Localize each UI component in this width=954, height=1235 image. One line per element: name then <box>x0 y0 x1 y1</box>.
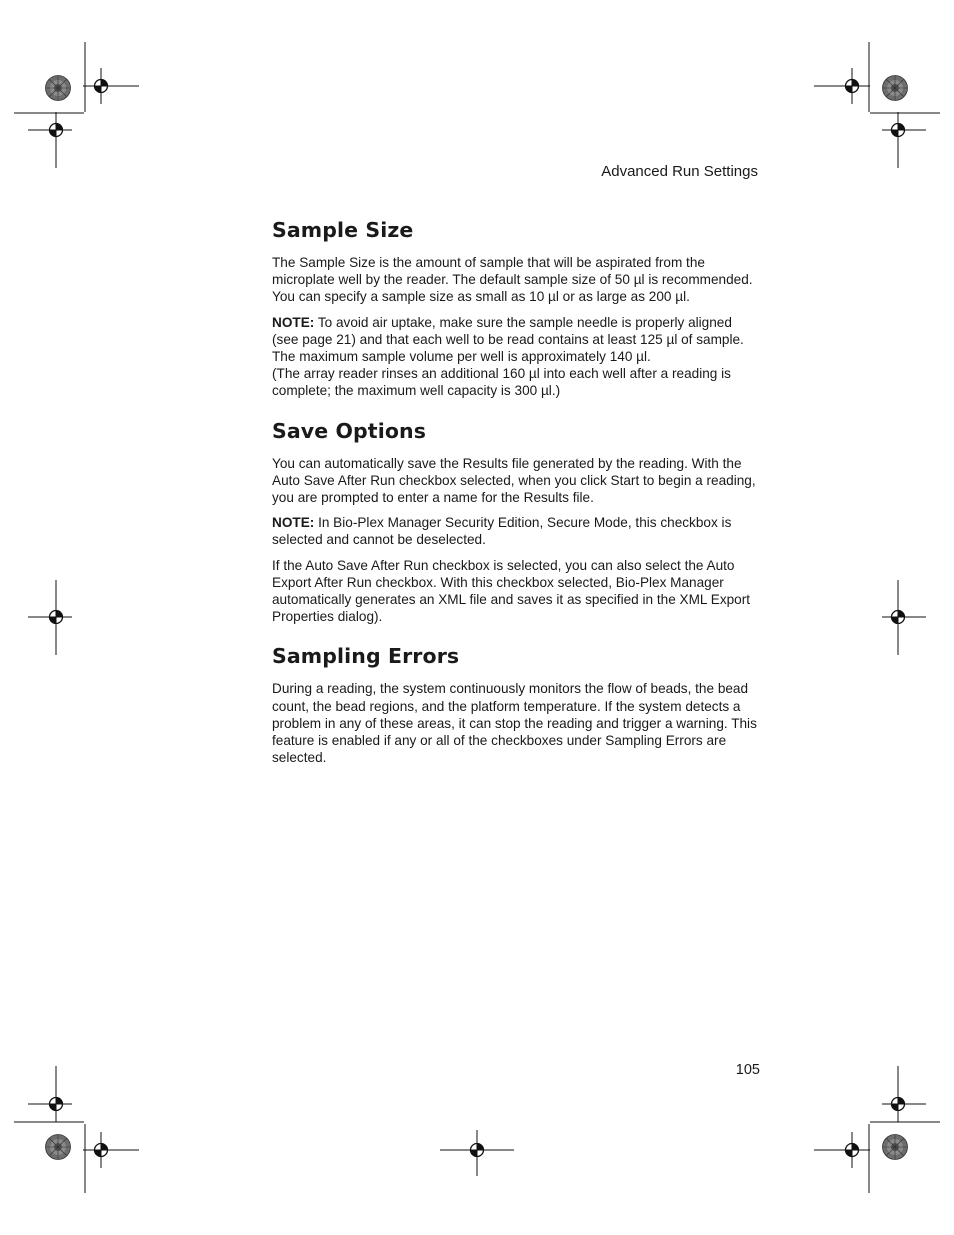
section-heading: Sample Size <box>272 218 414 242</box>
section-sampling-errors <box>272 642 760 766</box>
color-target-mark <box>883 76 908 101</box>
note-label: NOTE: <box>272 314 315 330</box>
note-paragraph <box>272 314 760 400</box>
note-text: In Bio-Plex Manager Security Edition, Secure Mode, this checkbox is selected and cannot be deselected. <box>272 515 732 548</box>
body-paragraph: If the Auto Save After Run checkbox is selected, you can also select the Auto Export After Run checkbox. With this checkbox selected, Bio-Plex Manager automatically generates an XML file and saves it as specified in the XML Export Properties dialog). <box>272 557 751 625</box>
color-target-mark <box>46 76 71 101</box>
note-label: NOTE: <box>272 515 315 531</box>
note-text: To avoid air uptake, make sure the sample needle is properly aligned (see page 21) and that each well to be read contains at least 125 µl of sample. The maximum sample volume per well is approximately 140 µl. <box>272 314 744 365</box>
color-target-mark <box>883 1135 908 1160</box>
note-paragraph <box>272 514 760 548</box>
page-content <box>272 216 760 783</box>
section-heading: Sampling Errors <box>272 644 460 669</box>
body-paragraph: You can automatically save the Results file generated by the reading. With the Auto Save After Run checkbox selected, when you click Start to begin a reading, you are prompted to enter a name for the Results file. <box>272 455 756 506</box>
note-text-continued: (The array reader rinses an additional 160 µl into each well after a reading is complete; the maximum well capacity is 300 µl.) <box>272 366 731 399</box>
section-heading: Save Options <box>272 418 427 443</box>
body-paragraph: During a reading, the system continuously monitors the flow of beads, the bead count, the bead regions, and the platform temperature. If the system detects a problem in any of these areas, it can stop the reading and trigger a warning. This feature is enabled if any or all of the checkboxes under Sampling Errors are selected. <box>272 681 757 766</box>
page-number: 105 <box>735 1062 760 1078</box>
section-save-options <box>272 417 760 626</box>
running-header: Advanced Run Settings <box>601 163 758 180</box>
body-paragraph: The Sample Size is the amount of sample that will be aspirated from the microplate well by the reader. The default sample size of 50 µl is recommended. You can specify a sample size as small as 10 µl or as large as 200 µl. <box>272 255 753 305</box>
color-target-mark <box>46 1135 71 1160</box>
section-sample-size <box>272 216 760 400</box>
